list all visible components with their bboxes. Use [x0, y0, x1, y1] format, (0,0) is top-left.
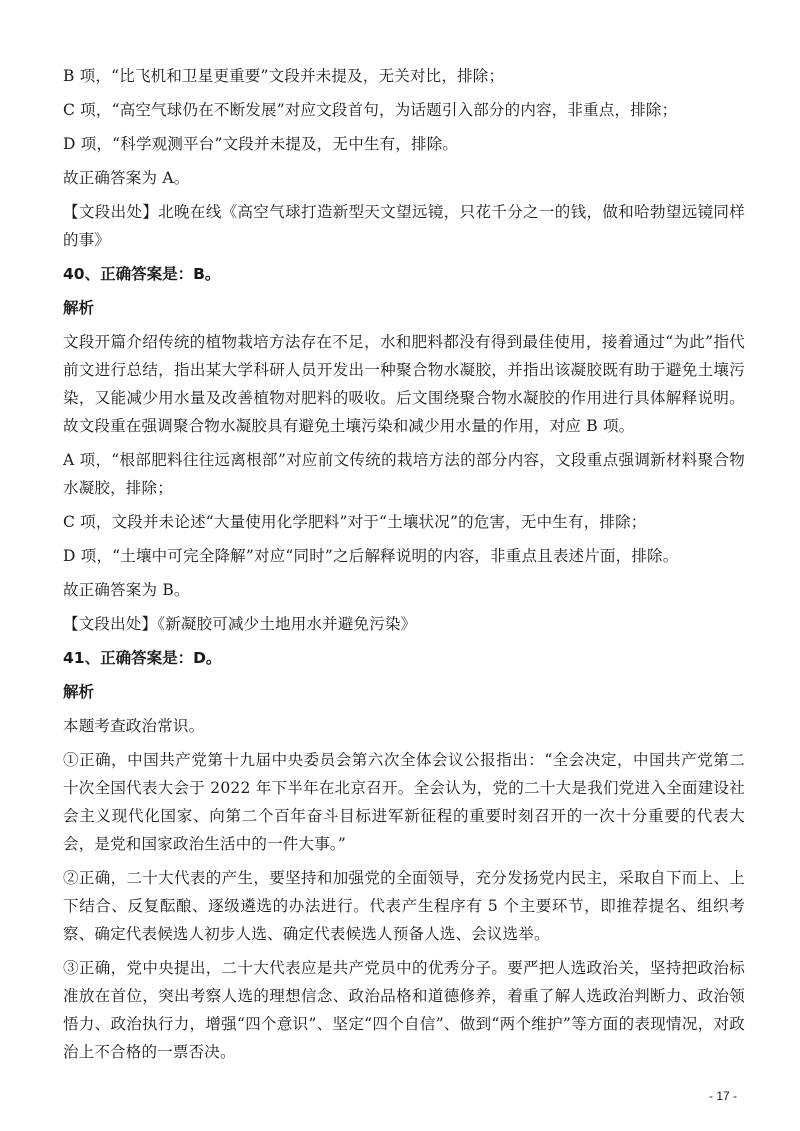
document-page	[63, 62, 745, 1072]
option-b-analysis: B 项，“比飞机和卫星更重要”文段并未提及，无关对比，排除；	[63, 67, 505, 85]
answer-conclusion: 故正确答案为 A。	[63, 169, 190, 187]
question-41-heading: 41、正确答案是：D。	[63, 649, 222, 667]
question-41-analysis-label: 解析	[63, 683, 95, 701]
option-c-analysis: C 项，“高空气球仍在不断发展”对应文段首句，为话题引入部分的内容，非重点，排除；	[63, 101, 678, 119]
question-40-source: 【文段出处】《新凝胶可减少土地用水并避免污染》	[63, 615, 417, 633]
question-41-point-3: ③正确，党中央提出，二十大代表应是共产党员中的优秀分子。要严把人选政治关，坚持把政治标准放在首位，突出考察人选的理想信念、政治品格和道德修养，着重了解人选政治判断力、政治领悟力、政治执行力，增强“四个意识”、坚定“四个自信”、做到“两个维护”等方面的表现情况，对政治上不合格的一票否决。	[63, 959, 745, 1061]
source-citation: 【文段出处】北晚在线《高空气球打造新型天文望远镜，只花千分之一的钱，做和哈勃望远镜同样的事》	[63, 203, 745, 249]
page-number: - 17 -	[708, 1089, 737, 1103]
question-40-option-d: D 项，“土壤中可完全降解”对应“同时”之后解释说明的内容，非重点且表述片面，排除。	[63, 547, 679, 565]
option-d-analysis: D 项，“科学观测平台”文段并未提及，无中生有，排除。	[63, 135, 459, 153]
question-41-point-2: ②正确，二十大代表的产生，要坚持和加强党的全面领导，充分发扬党内民主，采取自下而上、上下结合、反复酝酿、逐级遴选的办法进行。代表产生程序有 5 个主要环节，即推荐提名、组织考察、确定代表候选人初步人选、确定代表候选人预备人选、会议选举。	[63, 869, 745, 943]
question-40-paragraph: 文段开篇介绍传统的植物栽培方法存在不足，水和肥料都没有得到最佳使用，接着通过“为此”指代前文进行总结，指出某大学科研人员开发出一种聚合物水凝胶，并指出该凝胶既有助于避免土壤污染，又能减少用水量及改善植物对肥料的吸收。后文围绕聚合物水凝胶的作用进行具体解释说明。故文段重在强调聚合物水凝胶具有避免土壤污染和减少用水量的作用，对应 B 项。	[63, 333, 745, 435]
question-41-point-1: ①正确，中国共产党第十九届中央委员会第六次全体会议公报指出：“全会决定，中国共产党第二十次全国代表大会于 2022 年下半年在北京召开。全会认为，党的二十大是我们党进入全面建设社会主义现代化国家、向第二个百年奋斗目标进军新征程的重要时刻召开的一次十分重要的代表大会，是党和国家政治生活中的一件大事。”	[63, 751, 745, 853]
question-40-analysis-label: 解析	[63, 299, 95, 317]
question-40-option-a: A 项，“根部肥料往往远离根部”对应前文传统的栽培方法的部分内容，文段重点强调新材料聚合物水凝胶，排除；	[63, 451, 745, 497]
question-40-answer: 故正确答案为 B。	[63, 581, 190, 599]
question-41-intro: 本题考查政治常识。	[63, 717, 205, 735]
question-40-heading: 40、正确答案是：B。	[63, 265, 221, 283]
question-40-option-c: C 项，文段并未论述“大量使用化学肥料”对于“土壤状况”的危害，无中生有，排除；	[63, 513, 647, 531]
